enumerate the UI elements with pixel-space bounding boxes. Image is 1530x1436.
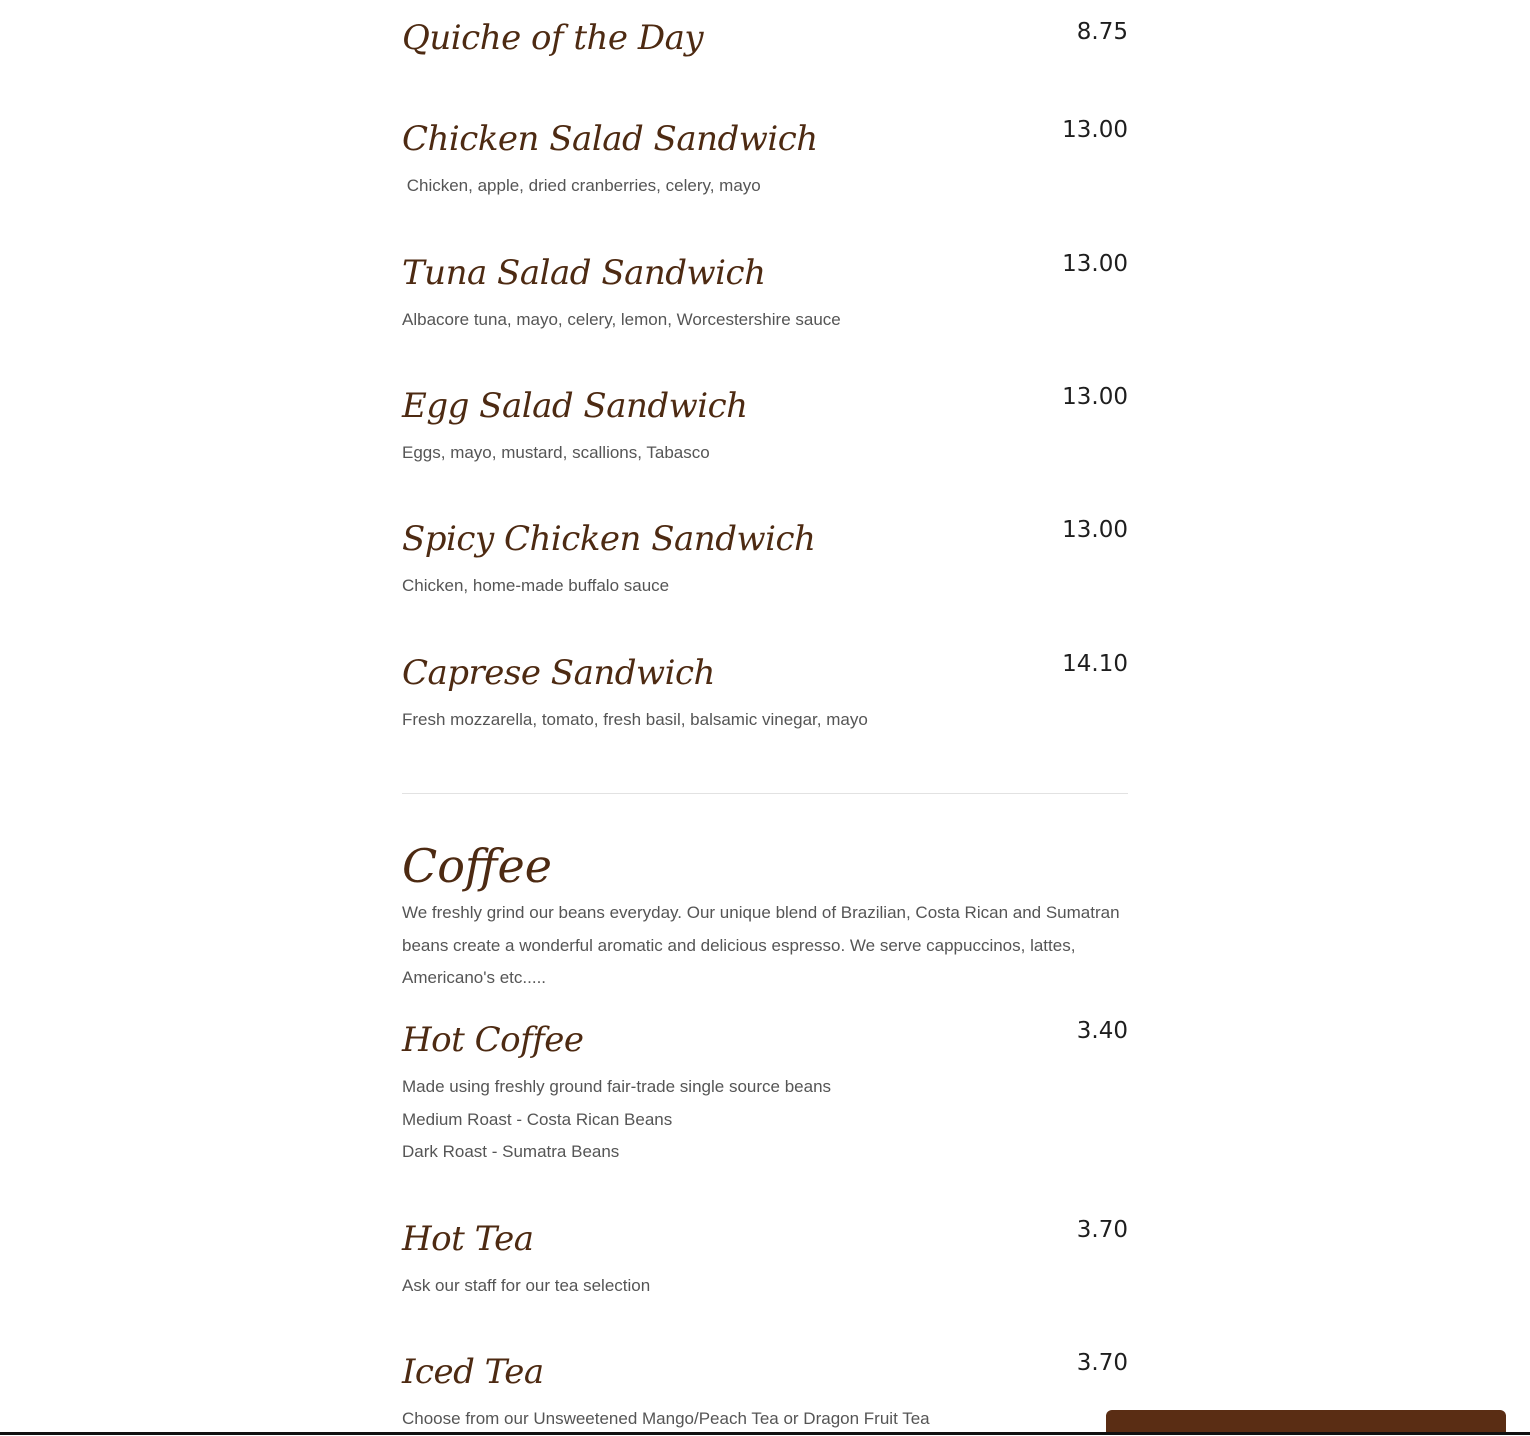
menu-item-description <box>402 1270 650 1303</box>
description-line: Medium Roast - Costa Rican Beans <box>402 1109 673 1129</box>
menu-item-description <box>402 1403 930 1436</box>
menu-item-price: 14.10 <box>1062 651 1128 677</box>
section-divider <box>402 793 1128 794</box>
menu-item-price: 13.00 <box>1062 251 1128 277</box>
menu-item-name: Hot Coffee <box>402 1020 584 1060</box>
menu-item-price: 13.00 <box>1062 384 1128 410</box>
menu-item-name: Spicy Chicken Sandwich <box>402 519 816 559</box>
menu-item-price: 3.40 <box>1076 1018 1128 1044</box>
menu-item-name: Egg Salad Sandwich <box>402 386 748 426</box>
menu-item-name: Quiche of the Day <box>402 18 704 58</box>
menu-item-description <box>402 437 710 470</box>
menu-item-name: Caprese Sandwich <box>402 653 715 693</box>
menu-item-price: 3.70 <box>1076 1217 1128 1243</box>
menu-item-description <box>402 1071 831 1169</box>
menu-item-description <box>402 304 841 337</box>
menu-item-description <box>402 704 868 737</box>
description-line: Made using freshly ground fair-trade single source beans <box>402 1077 832 1096</box>
description-line: Chicken, apple, dried cranberries, celery, mayo <box>402 176 761 195</box>
description-line: Albacore tuna, mayo, celery, lemon, Worcestershire sauce <box>402 310 841 329</box>
menu-item-name: Tuna Salad Sandwich <box>402 253 766 293</box>
section-description: We freshly grind our beans everyday. Our unique blend of Brazilian, Costa Rican and Sumatran beans create a wonderful aromatic and delicious espresso. We serve cappuccinos, lattes, Americano's etc..... <box>402 903 1120 987</box>
menu-item-price: 13.00 <box>1062 517 1128 543</box>
menu-item-description <box>402 570 669 603</box>
description-line: Eggs, mayo, mustard, scallions, Tabasco <box>402 443 710 462</box>
description-line: Fresh mozzarella, tomato, fresh basil, balsamic vinegar, mayo <box>402 710 868 729</box>
description-line: Dark Roast - Sumatra Beans <box>402 1142 620 1161</box>
description-line: Chicken, home-made buffalo sauce <box>402 576 670 595</box>
description-line: Choose from our Unsweetened Mango/Peach Tea or Dragon Fruit Tea <box>402 1409 930 1428</box>
menu-item-price: 3.70 <box>1076 1350 1128 1376</box>
menu-item-name: Hot Tea <box>402 1219 534 1259</box>
description-line: Ask our staff for our tea selection <box>402 1276 651 1295</box>
section-title: Coffee <box>402 839 552 893</box>
menu-item-price: 13.00 <box>1062 117 1128 143</box>
menu-item-price: 8.75 <box>1076 19 1128 45</box>
menu-item-name: Iced Tea <box>402 1352 544 1392</box>
menu-item-name: Chicken Salad Sandwich <box>402 119 818 159</box>
menu-item-description <box>402 170 761 203</box>
